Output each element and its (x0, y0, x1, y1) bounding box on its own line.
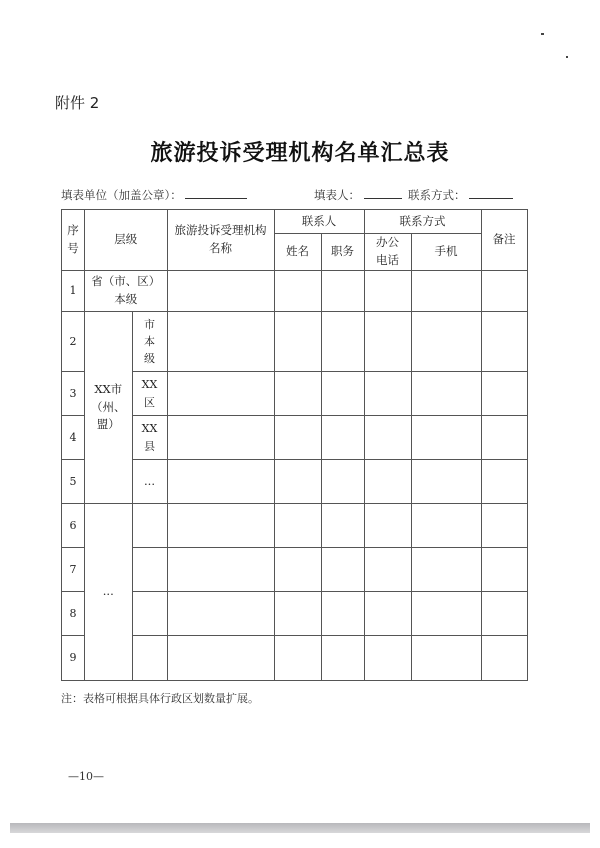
fill-filler (314, 187, 402, 203)
row-sub-level: XX区 (132, 372, 167, 416)
cell-org-name[interactable] (167, 271, 274, 312)
cell-sub-level[interactable] (132, 592, 167, 636)
fill-unit (61, 187, 247, 203)
fill-filler-blank[interactable] (364, 187, 402, 199)
row-level: 省（市、区）本级 (85, 271, 168, 312)
row-seq: 7 (62, 548, 85, 592)
cell-position[interactable] (321, 460, 364, 504)
cell-name[interactable] (274, 460, 321, 504)
cell-org-name[interactable] (167, 504, 274, 548)
cell-position[interactable] (321, 372, 364, 416)
cell-org-name[interactable] (167, 636, 274, 681)
cell-office-phone[interactable] (364, 416, 411, 460)
header-name: 姓名 (274, 234, 321, 271)
cell-office-phone[interactable] (364, 504, 411, 548)
cell-position[interactable] (321, 416, 364, 460)
page-number: —10— (68, 770, 104, 783)
table-row (62, 592, 528, 636)
cell-remarks[interactable] (481, 372, 527, 416)
scan-speck (541, 33, 544, 35)
cell-mobile[interactable] (411, 592, 481, 636)
attachment-label: 附件 2 (55, 94, 100, 112)
cell-org-name[interactable] (167, 416, 274, 460)
header-org-name: 旅游投诉受理机构名称 (167, 210, 274, 271)
row-level-group: ... (85, 504, 133, 681)
table-row (62, 504, 528, 548)
header-contact-person: 联系人 (274, 210, 364, 234)
cell-mobile[interactable] (411, 548, 481, 592)
row-seq: 6 (62, 504, 85, 548)
table-row (62, 372, 528, 416)
table-row (62, 271, 528, 312)
row-seq: 4 (62, 416, 85, 460)
cell-name[interactable] (274, 592, 321, 636)
cell-mobile[interactable] (411, 271, 481, 312)
cell-sub-level[interactable] (132, 504, 167, 548)
cell-sub-level[interactable] (132, 548, 167, 592)
header-seq: 序号 (62, 210, 85, 271)
cell-remarks[interactable] (481, 592, 527, 636)
cell-org-name[interactable] (167, 592, 274, 636)
cell-remarks[interactable] (481, 271, 527, 312)
cell-remarks[interactable] (481, 636, 527, 681)
cell-mobile[interactable] (411, 416, 481, 460)
cell-position[interactable] (321, 592, 364, 636)
cell-sub-level[interactable] (132, 636, 167, 681)
cell-position[interactable] (321, 636, 364, 681)
cell-remarks[interactable] (481, 460, 527, 504)
cell-position[interactable] (321, 312, 364, 372)
cell-org-name[interactable] (167, 372, 274, 416)
row-seq: 8 (62, 592, 85, 636)
header-position: 职务 (321, 234, 364, 271)
cell-position[interactable] (321, 271, 364, 312)
row-seq: 5 (62, 460, 85, 504)
row-sub-level: XX县 (132, 416, 167, 460)
header-contact-method: 联系方式 (364, 210, 481, 234)
cell-org-name[interactable] (167, 548, 274, 592)
table-row (62, 312, 528, 372)
fill-unit-blank[interactable] (185, 187, 247, 199)
cell-office-phone[interactable] (364, 548, 411, 592)
cell-mobile[interactable] (411, 372, 481, 416)
cell-name[interactable] (274, 504, 321, 548)
cell-office-phone[interactable] (364, 312, 411, 372)
cell-position[interactable] (321, 504, 364, 548)
cell-org-name[interactable] (167, 460, 274, 504)
fill-contact-blank[interactable] (469, 187, 513, 199)
row-level-group: XX市（州、盟） (85, 312, 133, 504)
cell-remarks[interactable] (481, 312, 527, 372)
scan-edge-bar (10, 823, 590, 833)
cell-office-phone[interactable] (364, 592, 411, 636)
header-remarks: 备注 (481, 210, 527, 271)
row-sub-level: ... (132, 460, 167, 504)
cell-position[interactable] (321, 548, 364, 592)
table-row (62, 636, 528, 681)
table-note: 注：表格可根据具体行政区划数量扩展。 (61, 692, 259, 705)
cell-name[interactable] (274, 416, 321, 460)
cell-mobile[interactable] (411, 636, 481, 681)
row-seq: 9 (62, 636, 85, 681)
fill-contact (408, 187, 513, 203)
row-seq: 1 (62, 271, 85, 312)
cell-name[interactable] (274, 271, 321, 312)
cell-office-phone[interactable] (364, 460, 411, 504)
summary-table (61, 209, 528, 681)
table-row (62, 416, 528, 460)
document-title: 旅游投诉受理机构名单汇总表 (150, 140, 450, 166)
cell-mobile[interactable] (411, 504, 481, 548)
scan-speck (566, 56, 568, 58)
table-row (62, 460, 528, 504)
header-office-phone: 办公电话 (364, 234, 411, 271)
row-seq: 2 (62, 312, 85, 372)
cell-remarks[interactable] (481, 504, 527, 548)
fill-unit-label: 填表单位（加盖公章）： (61, 188, 182, 202)
cell-name[interactable] (274, 636, 321, 681)
header-mobile: 手机 (411, 234, 481, 271)
cell-name[interactable] (274, 372, 321, 416)
cell-mobile[interactable] (411, 460, 481, 504)
cell-mobile[interactable] (411, 312, 481, 372)
table-row (62, 548, 528, 592)
row-sub-level: 市本级 (132, 312, 167, 372)
header-level: 层级 (85, 210, 168, 271)
cell-office-phone[interactable] (364, 271, 411, 312)
fill-filler-label: 填表人： (314, 188, 360, 202)
cell-office-phone[interactable] (364, 372, 411, 416)
cell-name[interactable] (274, 312, 321, 372)
fill-contact-label: 联系方式： (408, 188, 466, 202)
row-seq: 3 (62, 372, 85, 416)
cell-org-name[interactable] (167, 312, 274, 372)
cell-remarks[interactable] (481, 416, 527, 460)
cell-name[interactable] (274, 548, 321, 592)
cell-office-phone[interactable] (364, 636, 411, 681)
cell-remarks[interactable] (481, 548, 527, 592)
